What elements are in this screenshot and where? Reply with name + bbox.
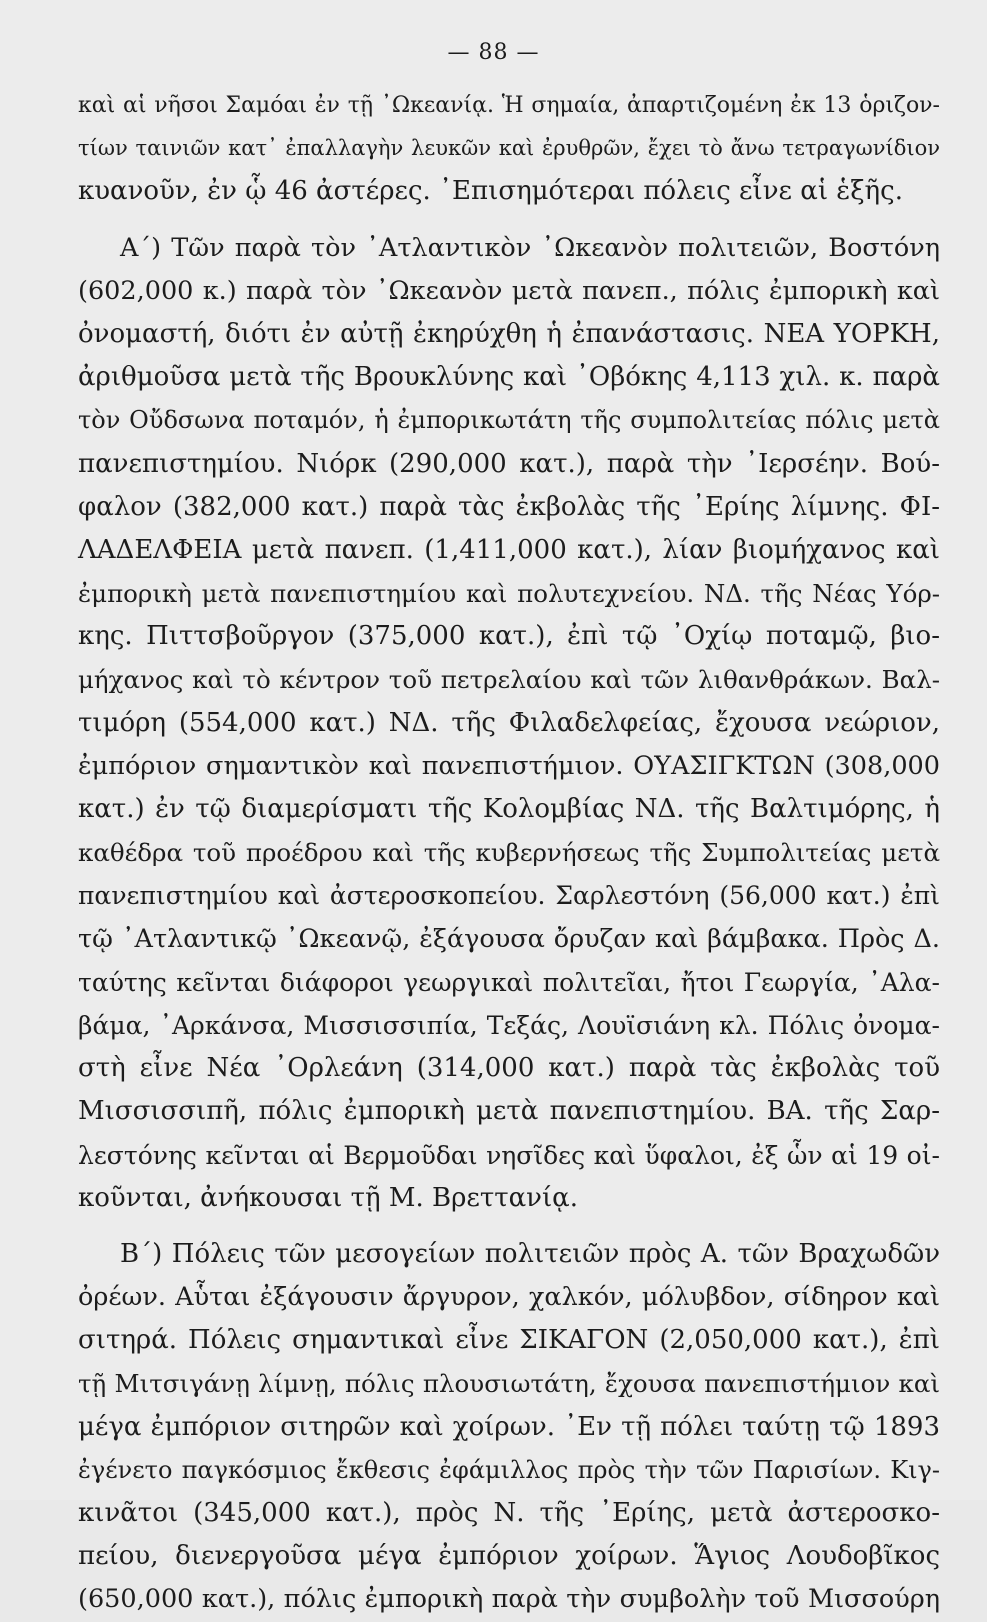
text-line: ἀριθμοῦσα μετὰ τῆς Βρουκλύνης καὶ ᾿Οβόκης 4,113 χιλ. κ. παρὰ xyxy=(78,362,940,393)
text-line: τῷ ᾿Ατλαντικῷ ᾿Ωκεανῷ, ἐξάγουσα ὄρυζαν καὶ βάμβακα. Πρὸς Δ. xyxy=(78,923,940,954)
text-line: τὸν Οὔδσωνα ποταμόν, ἡ ἐμπορικωτάτη τῆς συμπολιτείας πόλις μετὰ xyxy=(78,406,940,435)
section-heading-a: Α´) Τῶν παρὰ τὸν ᾿Ατλαντικὸν ᾿Ωκεανὸν πολιτειῶν, Βοστόνη xyxy=(120,232,940,263)
body-text xyxy=(78,84,940,1622)
section-heading-b: Β´) Πόλεις τῶν μεσογείων πολιτειῶν πρὸς Α. τῶν Βραχωδῶν xyxy=(120,1238,940,1269)
text-line: ταύτης κεῖνται διάφοροι γεωργικαὶ πολιτεῖαι, ἤτοι Γεωργία, ᾿Αλα- xyxy=(78,967,940,997)
text-line: κατ.) ἐν τῷ διαμερίσματι τῆς Κολομβίας ΝΔ. τῆς Βαλτιμόρης, ἡ xyxy=(78,794,940,824)
text-line: ΛΑΔΕΛΦΕΙΑ μετὰ πανεπ. (1,411,000 κατ.), λίαν βιομήχανος καὶ xyxy=(78,534,940,565)
text-line: κης. Πιττσβοῦργον (375,000 κατ.), ἐπὶ τῷ ᾿Οχίῳ ποταμῷ, βιο- xyxy=(78,621,940,652)
text-line: πανεπιστημίου. Νιόρκ (290,000 κατ.), παρὰ τὴν ᾿Ιερσέην. Βού- xyxy=(78,448,940,479)
text-line: Μισσισσιπῆ, πόλις ἐμπορικὴ μετὰ πανεπιστημίου. ΒΑ. τῆς Σαρ- xyxy=(78,1096,940,1127)
text-line: κοῦνται, ἀνήκουσαι τῇ Μ. Βρεττανίᾳ. xyxy=(78,1182,578,1213)
text-line: (602,000 κ.) παρὰ τὸν ᾿Ωκεανὸν μετὰ πανεπ., πόλις ἐμπορικὴ καὶ xyxy=(78,275,940,306)
text-line: φαλον (382,000 κατ.) παρὰ τὰς ἐκβολὰς τῆς ᾿Ερίης λίμνης. ΦΙ- xyxy=(78,491,940,522)
text-line: ὀρέων. Αὗται ἐξάγουσιν ἄργυρον, χαλκόν, μόλυβδον, σίδηρον καὶ xyxy=(78,1282,940,1313)
text-line: καὶ αἱ νῆσοι Σαμόαι ἐν τῇ ᾿Ωκεανίᾳ. Ἡ σημαία, ἀπαρτιζομένη ἐκ 13 ὁριζον- xyxy=(78,93,940,118)
text-line: πείου, διενεργοῦσα μέγα ἐμπόριον χοίρων. Ἅγιος Λουδοβῖκος xyxy=(78,1541,940,1572)
text-line: τῇ Μιτσιγάνῃ λίμνῃ, πόλις πλουσιωτάτη, ἔχουσα πανεπιστήμιον καὶ xyxy=(78,1369,940,1399)
text-line: ὀνομαστή, διότι ἐν αὐτῇ ἐκηρύχθη ἡ ἐπανάστασις. ΝΕΑ ΥΟΡΚΗ, xyxy=(78,318,940,349)
text-line: ἐμπόριον σημαντικὸν καὶ πανεπιστήμιον. ΟΥΑΣΙΓΚΤΩΝ (308,000 xyxy=(78,750,940,781)
text-line: κυανοῦν, ἐν ᾧ 46 ἀστέρες. ᾿Επισημότεραι πόλεις εἶνε αἱ ἑξῆς. xyxy=(78,176,903,207)
text-line: ἐμπορικὴ μετὰ πανεπιστημίου καὶ πολυτεχνείου. ΝΔ. τῆς Νέας Υόρ- xyxy=(78,579,940,609)
text-line: ἐγένετο παγκόσμιος ἔκθεσις ἐφάμιλλος πρὸς τὴν τῶν Παρισίων. Κιγ- xyxy=(78,1455,940,1484)
text-line: τίων ταινιῶν κατ᾿ ἐπαλλαγὴν λευκῶν καὶ ἐρυθρῶν, ἔχει τὸ ἄνω τετραγωνίδιον xyxy=(78,136,940,161)
text-line: πανεπιστημίου καὶ ἀστεροσκοπείου. Σαρλεστόνη (56,000 κατ.) ἐπὶ xyxy=(78,881,940,911)
text-line: μέγα ἐμπόριον σιτηρῶν καὶ χοίρων. ᾿Εν τῇ πόλει ταύτῃ τῷ 1893 xyxy=(78,1411,940,1442)
text-line: λεστόνης κεῖνται αἱ Βερμοῦδαι νησῖδες καὶ ὕφαλοι, ἐξ ὧν αἱ 19 οἰ- xyxy=(78,1140,940,1170)
page-number: — 88 — xyxy=(447,40,540,65)
text-line: βάμα, ᾿Αρκάνσα, Μισσισσιπία, Τεξάς, Λουϊσιάνη κλ. Πόλις ὀνομα- xyxy=(78,1010,940,1040)
text-line: καθέδρα τοῦ προέδρου καὶ τῆς κυβερνήσεως τῆς Συμπολιτείας μετὰ xyxy=(78,838,940,868)
text-line: κινᾶτοι (345,000 κατ.), πρὸς Ν. τῆς ᾿Ερίης, μετὰ ἀστεροσκο- xyxy=(78,1498,940,1528)
text-line: στὴ εἶνε Νέα ᾿Ορλεάνη (314,000 κατ.) παρὰ τὰς ἐκβολὰς τοῦ xyxy=(78,1053,940,1084)
text-line: (650,000 κατ.), πόλις ἐμπορικὴ παρὰ τὴν συμβολὴν τοῦ Μισσούρη xyxy=(78,1584,940,1615)
text-line: μήχανος καὶ τὸ κέντρον τοῦ πετρελαίου καὶ τῶν λιθανθράκων. Βαλ- xyxy=(78,665,940,695)
text-line: τιμόρη (554,000 κατ.) ΝΔ. τῆς Φιλαδελφείας, ἔχουσα νεώριον, xyxy=(78,707,940,738)
text-line: σιτηρά. Πόλεις σημαντικαὶ εἶνε ΣΙΚΑΓΟΝ (2,050,000 κατ.), ἐπὶ xyxy=(78,1325,940,1356)
